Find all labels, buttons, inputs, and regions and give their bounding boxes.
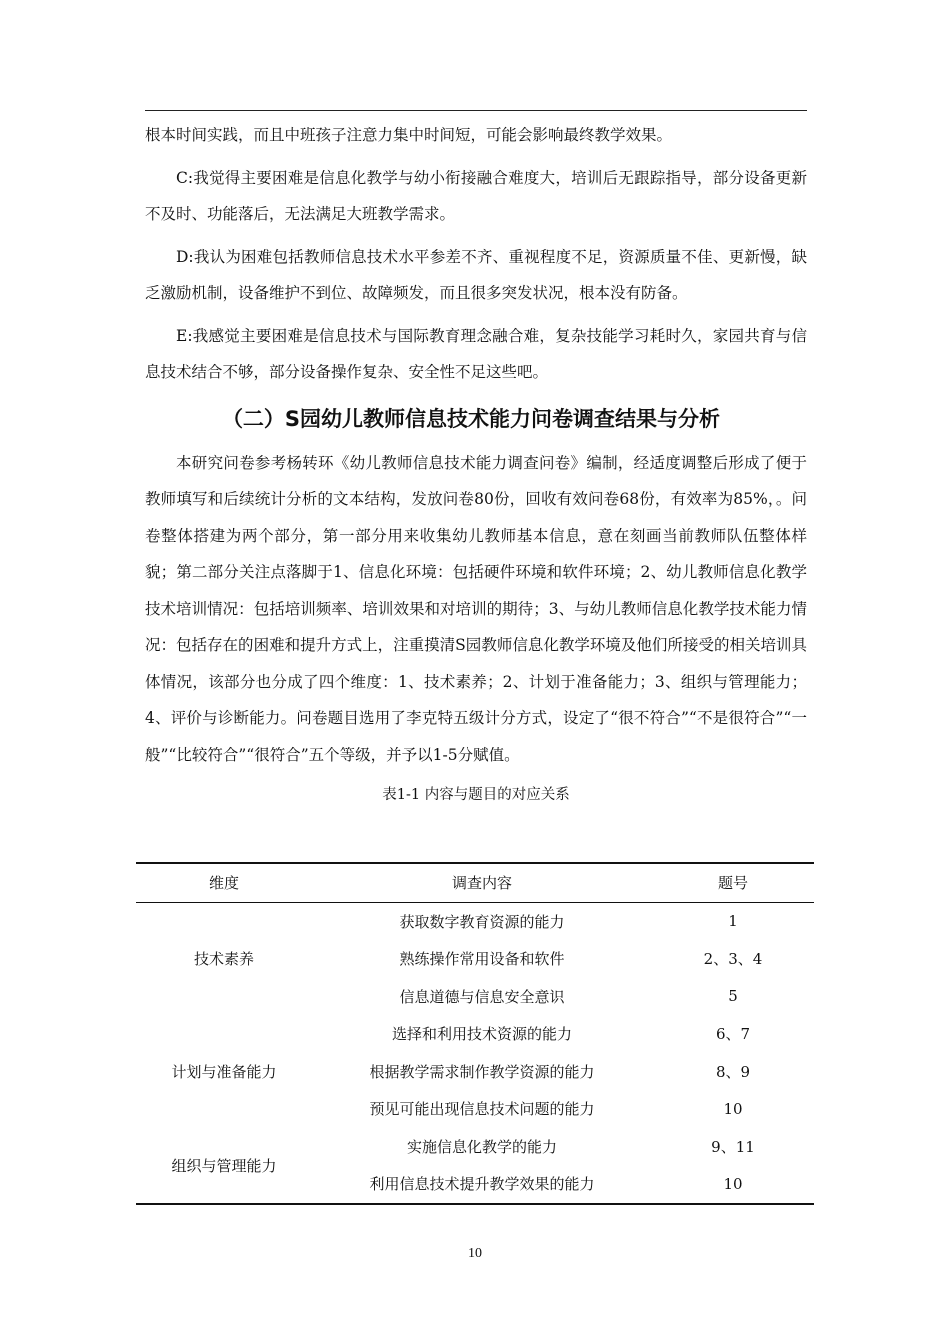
table-cell-number: 10 — [723, 1099, 743, 1118]
table-header-content: 调查内容 — [451, 874, 512, 893]
table-cell-content: 利用信息技术提升教学效果的能力 — [369, 1175, 595, 1194]
table-header-row — [136, 863, 814, 902]
table-row — [136, 902, 814, 940]
table-cell-content: 获取数字教育资源的能力 — [399, 912, 565, 931]
table-cell-content: 选择和利用技术资源的能力 — [391, 1025, 572, 1044]
table-caption: 表1-1 内容与题目的对应关系 — [382, 787, 570, 803]
table-cell-number: 6、7 — [715, 1025, 751, 1044]
table-cell-content: 预见可能出现信息技术问题的能力 — [369, 1100, 595, 1119]
table-header-dimension: 维度 — [208, 874, 239, 893]
page-number: 10 — [468, 1246, 482, 1261]
table-row — [136, 1015, 814, 1053]
header-rule — [145, 110, 807, 111]
table-cell-dimension: 组织与管理能力 — [171, 1156, 277, 1175]
table-cell-number: 10 — [723, 1174, 743, 1193]
table-cell-content: 根据教学需求制作教学资源的能力 — [369, 1062, 595, 1081]
table-cell-content: 实施信息化教学的能力 — [406, 1137, 557, 1156]
table-cell-number: 2、3、4 — [703, 950, 763, 969]
page-content — [145, 117, 807, 815]
table-cell-number: 1 — [728, 912, 738, 931]
table-header-number: 题号 — [717, 874, 748, 893]
table-row — [136, 1128, 814, 1166]
paragraph-questionnaire-intro: 本研究问卷参考杨转环《幼儿教师信息技术能力调查问卷》编制，经适度调整后形成了便于教师填写和后续统计分析的文本结构，发放问卷80份，回收有效问卷68份，有效率为85%，。问卷整体搭建为两个部分，第一部分用来收集幼儿教师基本信息，意在刻画当前教师队伍整体样貌；第二部分关注点落脚于1、信息化环境：包括硬件环境和软件环境；2、幼儿教师信息化教学技术培训情况：包括培训频率、培训效果和对培训的期待；3、与幼儿教师信息化教学技术能力情况：包括存在的困难和提升方式上，注重摸清S园教师信息化教学环境及他们所接受的相关培训具体情况，该部分也分成了四个维度：1、技术素养；2、计划于准备能力；3、组织与管理能力；4、评价与诊断能力。问卷题目选用了李克特五级计分方式，设定了“很不符合”“不是很符合”“一般”“比较符合”“很符合”五个等级，并予以1-5分赋值。 — [145, 453, 807, 764]
paragraph-response-e: E:我感觉主要困难是信息技术与国际教育理念融合难，复杂技能学习耗时久，家园共育与信息技术结合不够，部分设备操作复杂、安全性不足这些吧。 — [145, 326, 807, 381]
table-cell-content: 信息道德与信息安全意识 — [399, 987, 565, 1006]
table-cell-dimension: 计划与准备能力 — [171, 1062, 277, 1081]
paragraph-response-d: D:我认为困难包括教师信息技术水平参差不齐、重视程度不足，资源质量不佳、更新慢，缺乏激励机制，设备维护不到位、故障频发，而且很多突发状况，根本没有防备。 — [145, 247, 807, 302]
table-cell-content: 熟练操作常用设备和软件 — [399, 950, 565, 969]
table-cell-dimension: 技术素养 — [193, 950, 254, 969]
section-heading: （二）S园幼儿教师信息技术能力问卷调查结果与分析 — [221, 406, 721, 431]
paragraph-continuation: 根本时间实践，而且中班孩子注意力集中时间短，可能会影响最终教学效果。 — [145, 126, 673, 144]
content-question-table — [136, 862, 814, 1205]
paragraph-response-c: C:我觉得主要困难是信息化教学与幼小衔接融合难度大，培训后无跟踪指导，部分设备更新不及时、功能落后，无法满足大班教学需求。 — [145, 168, 807, 223]
table-cell-number: 9、11 — [711, 1137, 755, 1156]
table-cell-number: 5 — [728, 987, 738, 1006]
table-cell-number: 8、9 — [715, 1062, 751, 1081]
